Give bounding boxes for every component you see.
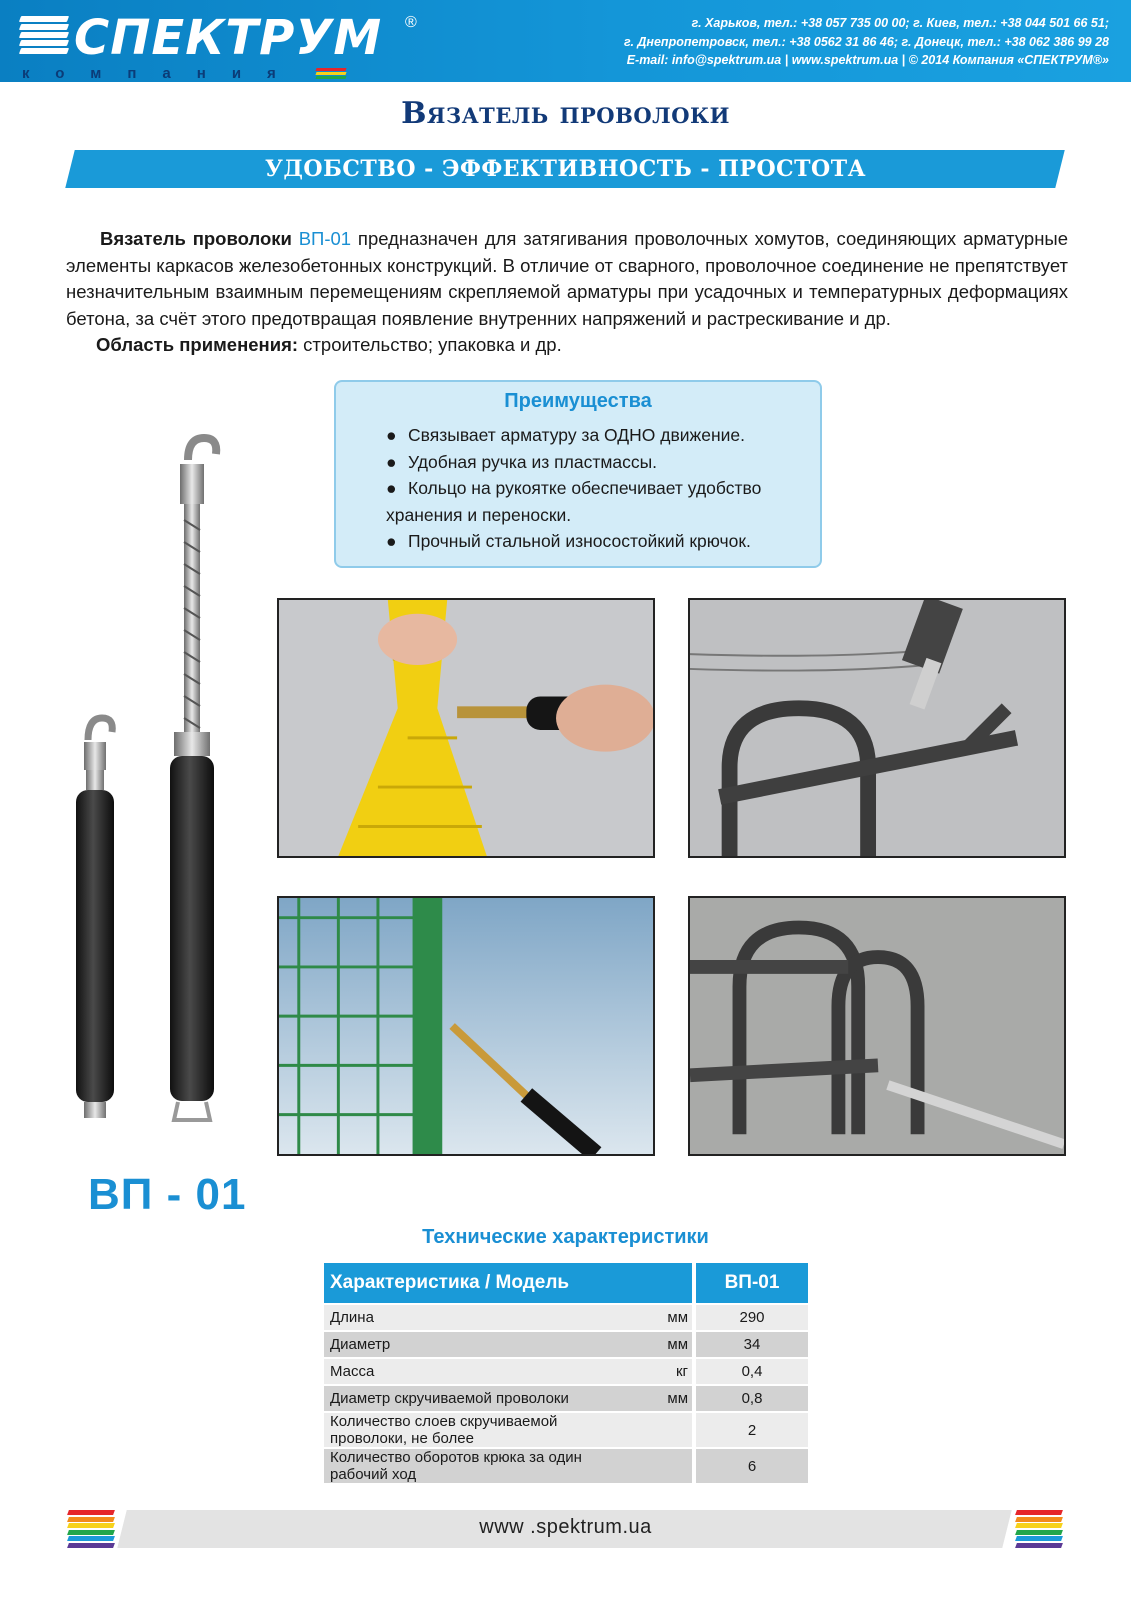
page-header — [0, 0, 1131, 82]
logo-name: СПЕКТРУМ — [74, 10, 383, 66]
logo-subtitle: компания — [22, 65, 302, 82]
spec-value: 2 — [692, 1413, 808, 1447]
product-description — [66, 226, 1068, 359]
spec-name: Длина — [324, 1305, 642, 1330]
contact-info — [624, 14, 1109, 70]
footer-website-link[interactable]: www .spektrum.ua — [479, 1516, 652, 1538]
table-row — [324, 1449, 808, 1483]
company-logo[interactable] — [20, 10, 417, 82]
description-text: предназначен для затягивания проволочных хомутов, соединяющих арматурные элементы каркасов железобетонных конструкций. В отличие от сварного, проволочное соединение не препятствует незначительным взаимным перемещениям скрепляемой арматуры при усадочных и температурных деформациях бетона, за счёт этого предотвращая появление внутренних напряжений и растрескивание и др. — [66, 228, 1068, 329]
spec-unit: мм — [642, 1332, 692, 1357]
spec-unit: кг — [642, 1359, 692, 1384]
table-row — [324, 1413, 808, 1447]
bullet-icon: ● — [386, 531, 397, 551]
footer-stripes-right-icon — [1016, 1510, 1062, 1550]
photo-tying-rebar-drill — [688, 598, 1066, 858]
scope-label: Область применения: — [96, 334, 299, 355]
spec-name: Диаметр — [324, 1332, 642, 1357]
spec-unit — [642, 1413, 692, 1447]
logo-small-stripes-icon — [316, 68, 346, 82]
table-row — [324, 1332, 808, 1357]
advantage-item: ● Прочный стальной износостойкий крючок. — [386, 528, 786, 555]
slogan-text: УДОБСТВО - ЭФФЕКТИВНОСТЬ - ПРОСТОТА — [265, 156, 866, 182]
spec-value: 34 — [692, 1332, 808, 1357]
spec-name: Диаметр скручиваемой проволоки — [324, 1386, 642, 1411]
photo-tying-net-bag — [277, 598, 655, 858]
product-name: Вязатель проволоки — [100, 228, 292, 249]
spec-name: Количество оборотов крюка за один рабочий ход — [324, 1449, 642, 1483]
contacts-line-2: г. Днепропетровск, тел.: +38 0562 31 86 46; г. Донецк, тел.: +38 062 386 99 28 — [623, 34, 1109, 49]
specs-title: Технические характеристики — [422, 1226, 709, 1248]
spec-value: 0,4 — [692, 1359, 808, 1384]
spec-value: 0,8 — [692, 1386, 808, 1411]
scope-text: строительство; упаковка и др. — [298, 334, 562, 355]
advantage-item: ● Связывает арматуру за ОДНО движение. — [386, 422, 786, 449]
photo-tying-rebar-frame — [688, 896, 1066, 1156]
page-title: Вязатель проволоки — [401, 96, 730, 131]
spec-name: Масса — [324, 1359, 642, 1384]
bullet-icon: ● — [386, 425, 397, 445]
spec-unit — [642, 1449, 692, 1483]
advantages-box — [334, 380, 822, 568]
model-reference: ВП-01 — [298, 228, 352, 249]
spec-value: 290 — [692, 1305, 808, 1330]
specs-table — [324, 1261, 808, 1485]
spec-name: Количество слоев скручиваемой проволоки, не более — [324, 1413, 642, 1447]
table-row — [324, 1359, 808, 1384]
advantage-item: ● Кольцо на рукоятке обеспечивает удобство хранения и переноски. — [386, 475, 786, 528]
advantage-item: ● Удобная ручка из пластмассы. — [386, 449, 786, 476]
bullet-icon: ● — [386, 478, 397, 498]
advantages-title: Преимущества — [504, 390, 652, 412]
model-label: ВП - 01 — [88, 1170, 247, 1219]
logo-stripes-icon — [20, 16, 68, 60]
tool-illustration — [70, 430, 240, 1160]
photo-tying-fence-mesh — [277, 896, 655, 1156]
spec-unit: мм — [642, 1386, 692, 1411]
contacts-line-1: г. Харьков, тел.: +38 057 735 00 00; г. Киев, тел.: +38 044 501 66 51; — [691, 16, 1109, 30]
bullet-icon: ● — [386, 451, 397, 472]
logo-registered-mark: ® — [405, 14, 417, 31]
spec-unit: мм — [642, 1305, 692, 1330]
table-row — [324, 1305, 808, 1330]
spec-value: 6 — [692, 1449, 808, 1483]
specs-header-name: Характеристика / Модель — [324, 1263, 692, 1303]
contacts-line-3[interactable]: E-mail: info@spektrum.ua | www.spektrum.ua | © 2014 Компания «СПЕКТРУМ®» — [626, 53, 1109, 67]
specs-header-model: ВП-01 — [692, 1263, 808, 1303]
table-row — [324, 1386, 808, 1411]
specs-header-row — [324, 1263, 808, 1303]
